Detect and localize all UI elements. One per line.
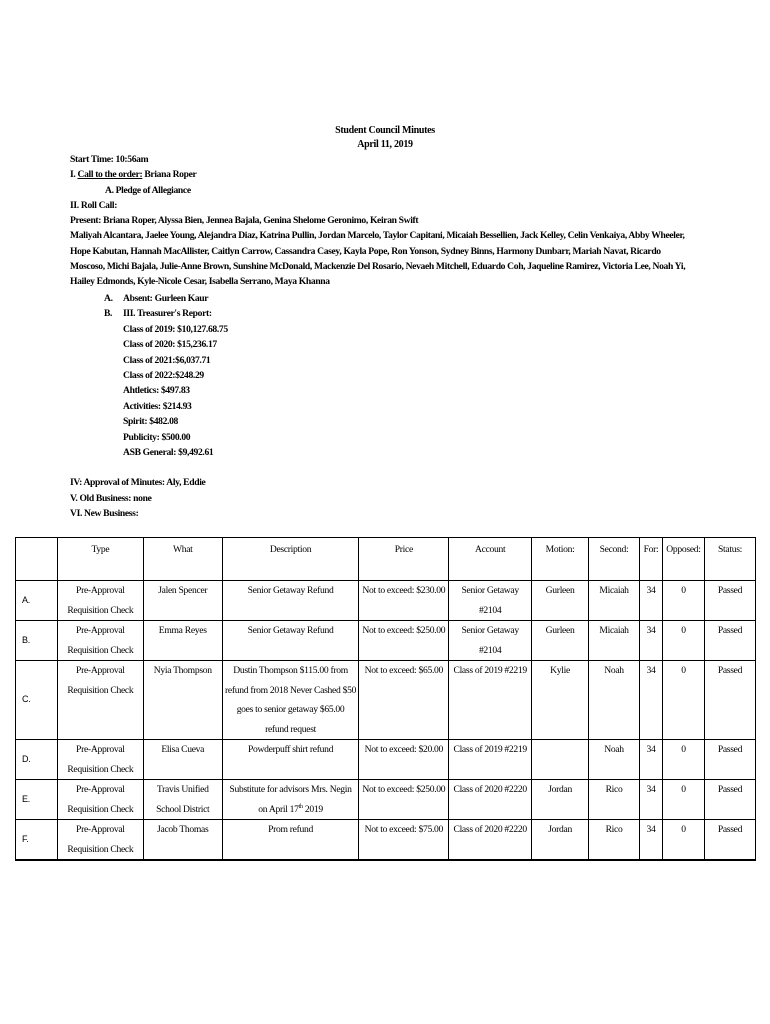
header-cell: Status: <box>704 538 755 581</box>
row-label: E. <box>16 780 58 820</box>
type-cell: Pre-Approval Requisition Check <box>57 621 143 661</box>
table-row <box>16 740 756 780</box>
status-cell: Passed <box>704 740 755 780</box>
account-cell: Senior Getaway #2104 <box>449 581 532 621</box>
start-time: Start Time: 10:56am <box>70 154 149 165</box>
header-cell: Type <box>57 538 143 581</box>
absent-text: Absent: Gurleen Kaur <box>123 293 209 304</box>
absent-line <box>104 291 404 306</box>
new-business: VI. New Business: <box>70 508 139 519</box>
description-cell: Prom refund <box>222 820 359 861</box>
motion-cell: Jordan <box>532 820 589 861</box>
for-cell: 34 <box>640 780 663 820</box>
balance-line: Activities: $214.93 <box>123 400 192 412</box>
opposed-cell: 0 <box>662 581 704 621</box>
what-cell: Elisa Cueva <box>143 740 222 780</box>
account-cell: Senior Getaway #2104 <box>449 621 532 661</box>
table-header-row <box>16 538 756 581</box>
account-cell: Class of 2019 #2219 <box>449 740 532 780</box>
opposed-cell: 0 <box>662 820 704 861</box>
balance-line: Publicity: $500.00 <box>123 431 191 443</box>
pledge: A. Pledge of Allegiance <box>105 184 191 196</box>
opposed-cell: 0 <box>662 780 704 820</box>
roll-call: II. Roll Call: <box>70 199 118 211</box>
row-label: F. <box>16 820 58 861</box>
status-cell: Passed <box>704 581 755 621</box>
account-cell: Class of 2020 #2220 <box>449 820 532 861</box>
header-cell: Price <box>359 538 449 581</box>
report-label: B. <box>104 308 113 320</box>
second-cell: Micaiah <box>589 621 640 661</box>
table-row <box>16 661 756 740</box>
header-cell: Motion: <box>532 538 589 581</box>
price-cell: Not to exceed: $250.00 <box>359 780 449 820</box>
table-row <box>16 820 756 861</box>
motion-cell <box>532 740 589 780</box>
business-section <box>70 475 470 522</box>
row-label: C. <box>16 661 58 740</box>
what-cell: Jacob Thomas <box>143 820 222 861</box>
what-cell: Emma Reyes <box>143 621 222 661</box>
second-cell: Micaiah <box>589 581 640 621</box>
what-cell: Nyia Thompson <box>143 661 222 740</box>
price-cell: Not to exceed: $230.00 <box>359 581 449 621</box>
table-row <box>16 780 756 820</box>
description-cell: Senior Getaway Refund <box>222 621 359 661</box>
for-cell: 34 <box>640 621 663 661</box>
motion-cell: Gurleen <box>532 581 589 621</box>
balance-line: Class of 2020: $15,236.17 <box>123 339 217 351</box>
new-business-table <box>15 537 756 861</box>
old-business: V. Old Business: none <box>70 492 152 504</box>
description-text-end: 2019 <box>302 803 323 815</box>
account-cell: Class of 2020 #2220 <box>449 780 532 820</box>
description-cell: Powderpuff shirt refund <box>222 740 359 780</box>
price-cell: Not to exceed: $65.00 <box>359 661 449 740</box>
second-cell: Rico <box>589 820 640 861</box>
description-sup: th <box>298 803 303 810</box>
agenda-section <box>70 152 690 290</box>
what-cell: Jalen Spencer <box>143 581 222 621</box>
type-cell: Pre-Approval Requisition Check <box>57 740 143 780</box>
type-cell: Pre-Approval Requisition Check <box>57 780 143 820</box>
type-cell: Pre-Approval Requisition Check <box>57 820 143 861</box>
absent-label: A. <box>104 293 113 304</box>
header-cell: Account <box>449 538 532 581</box>
row-label: B. <box>16 621 58 661</box>
approval-of-minutes: IV: Approval of Minutes: Aly, Eddie <box>70 477 206 488</box>
type-cell: Pre-Approval Requisition Check <box>57 661 143 740</box>
status-cell: Passed <box>704 621 755 661</box>
present-list: Present: Briana Roper, Alyssa Bien, Jennea Bajala, Genina Shelome Geronimo, Keiran Swift <box>70 215 419 227</box>
price-cell: Not to exceed: $20.00 <box>359 740 449 780</box>
report-text: III. Treasurer's Report: <box>123 308 212 320</box>
balance-line: Ahtletics: $497.83 <box>123 385 190 397</box>
price-cell: Not to exceed: $250.00 <box>359 621 449 661</box>
balance-line: Class of 2022:$248.29 <box>123 370 204 382</box>
description-cell: Dustin Thompson $115.00 from refund from 2018 Never Cashed $50 goes to senior getaway $65.00 refund request <box>222 661 359 740</box>
for-cell: 34 <box>640 581 663 621</box>
description-cell: Senior Getaway Refund <box>222 581 359 621</box>
call-to-order-name: Briana Roper <box>142 169 197 181</box>
treasurer-report-line <box>104 306 404 321</box>
row-label: A. <box>16 581 58 621</box>
price-cell: Not to exceed: $75.00 <box>359 820 449 861</box>
members-list: Maliyah Alcantara, Jaelee Young, Alejandra Diaz, Katrina Pullin, Jordan Marcelo, Taylor Capitani, Micaiah Bessellien, Jack Kelley, Celin Venkaiya, Abby Wheeler, Hope Kabutan, Hannah MacAllister, Caitlyn Carrow, Cassandra Casey, Kayla Pope, Ron Yonson, Sydney Binns, Harmony Dunbarr, Mariah Navat, Ricardo Moscoso, Michi Bajala, Julie-Anne Brown, Sunshine McDonald, Mackenzie Del Rosario, Nevaeh Mitchell, Eduardo Coh, Jaqueline Ramirez, Victoria Lee, Noah Yi, Hailey Edmonds, Kyle-Nicole Cesar, Isabella Serrano, Maya Khanna <box>70 230 686 288</box>
second-cell: Noah <box>589 661 640 740</box>
call-to-order <box>70 167 690 182</box>
header-cell: Opposed: <box>662 538 704 581</box>
balance-line: ASB General: $9,492.61 <box>123 447 214 459</box>
row-label: D. <box>16 740 58 780</box>
status-cell: Passed <box>704 820 755 861</box>
for-cell: 34 <box>640 740 663 780</box>
balance-line: Spirit: $482.08 <box>123 416 178 428</box>
what-cell: Travis Unified School District <box>143 780 222 820</box>
call-to-order-label: Call to the order: <box>77 169 143 181</box>
second-cell: Noah <box>589 740 640 780</box>
for-cell: 34 <box>640 820 663 861</box>
treasurer-section <box>104 291 404 460</box>
header-cell: For: <box>640 538 663 581</box>
for-cell: 34 <box>640 661 663 740</box>
header-cell: Second: <box>589 538 640 581</box>
description-cell <box>222 780 359 820</box>
opposed-cell: 0 <box>662 661 704 740</box>
table-row <box>16 581 756 621</box>
motion-cell: Gurleen <box>532 621 589 661</box>
balance-line: Class of 2019: $10,127.68.75 <box>123 323 228 335</box>
status-cell: Passed <box>704 780 755 820</box>
header-cell <box>16 538 58 581</box>
header-cell: What <box>143 538 222 581</box>
type-cell: Pre-Approval Requisition Check <box>57 581 143 621</box>
document-date: April 11, 2019 <box>357 139 413 150</box>
balance-line: Class of 2021:$6,037.71 <box>123 354 211 366</box>
status-cell: Passed <box>704 661 755 740</box>
opposed-cell: 0 <box>662 621 704 661</box>
second-cell: Rico <box>589 780 640 820</box>
call-to-order-prefix: I. <box>70 169 78 181</box>
motion-cell: Jordan <box>532 780 589 820</box>
header-cell: Description <box>222 538 359 581</box>
description-text: Substitute for advisors Mrs. Negin on April 17 <box>229 784 352 815</box>
document-title: Student Council Minutes <box>335 125 435 136</box>
opposed-cell: 0 <box>662 740 704 780</box>
account-cell: Class of 2019 #2219 <box>449 661 532 740</box>
motion-cell: Kylie <box>532 661 589 740</box>
table-row <box>16 621 756 661</box>
